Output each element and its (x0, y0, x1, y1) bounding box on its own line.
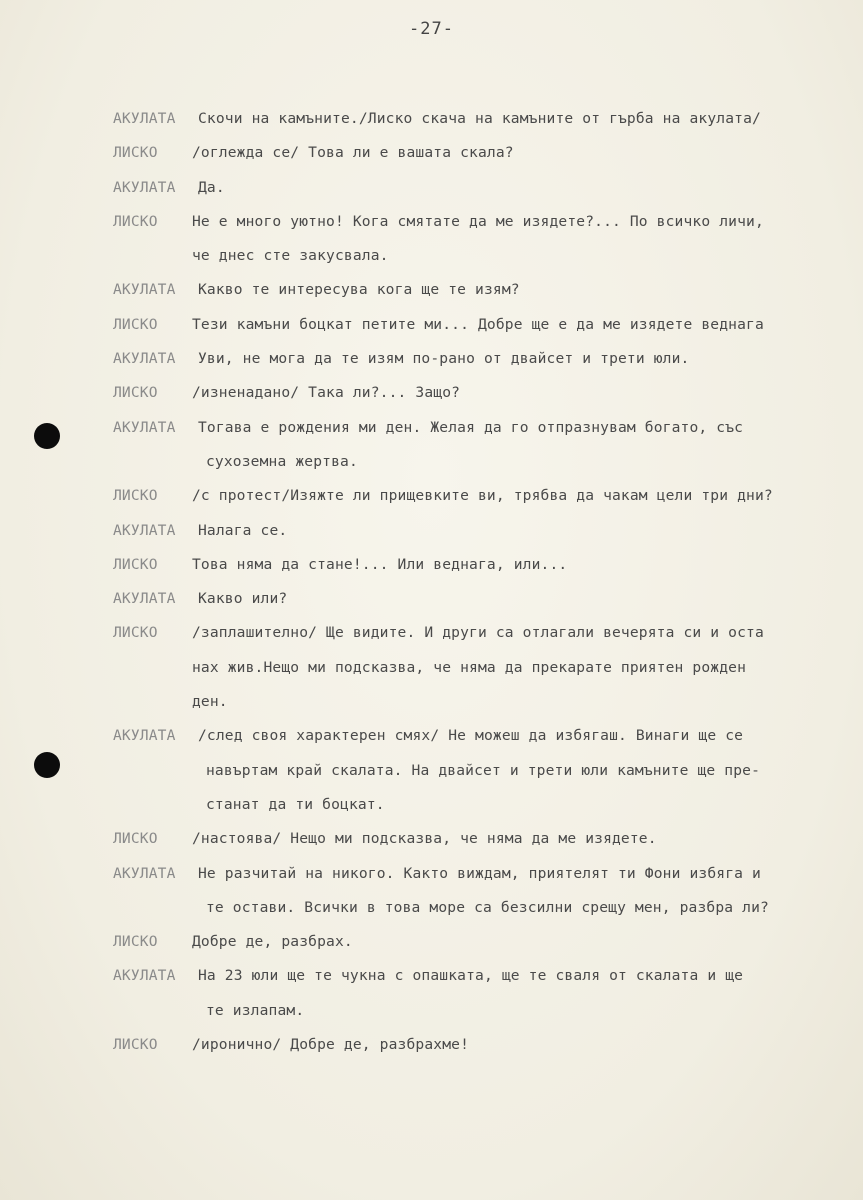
dialogue-entry (0, 616, 863, 719)
dialogue-text: сухоземна жертва. (206, 452, 358, 470)
dialogue-text: Да. (198, 178, 225, 196)
dialogue-line (0, 273, 863, 307)
dialogue-entry (0, 548, 863, 582)
dialogue-line (0, 239, 863, 273)
speaker-name: АКУЛАТА (113, 590, 176, 608)
speaker-name: ЛИСКО (113, 555, 158, 573)
dialogue-script (0, 102, 863, 1062)
dialogue-line (0, 994, 863, 1028)
dialogue-text: те излапам. (206, 1001, 305, 1019)
speaker-name: АКУЛАТА (113, 967, 176, 985)
dialogue-entry (0, 925, 863, 959)
dialogue-line (0, 308, 863, 342)
dialogue-entry (0, 136, 863, 170)
dialogue-entry (0, 822, 863, 856)
speaker-name: АКУЛАТА (113, 281, 176, 299)
dialogue-line (0, 136, 863, 170)
dialogue-entry (0, 308, 863, 342)
dialogue-entry (0, 479, 863, 513)
dialogue-entry (0, 205, 863, 274)
dialogue-entry (0, 171, 863, 205)
speaker-name: ЛИСКО (113, 624, 158, 642)
dialogue-entry (0, 273, 863, 307)
dialogue-line (0, 342, 863, 376)
dialogue-line (0, 857, 863, 891)
dialogue-line (0, 171, 863, 205)
dialogue-line (0, 514, 863, 548)
dialogue-line (0, 891, 863, 925)
speaker-name: АКУЛАТА (113, 864, 176, 882)
dialogue-line (0, 102, 863, 136)
dialogue-entry (0, 1028, 863, 1062)
speaker-name: ЛИСКО (113, 384, 158, 402)
dialogue-text: Тогава е рождения ми ден. Желая да го отпразнувам богато, със (198, 418, 744, 436)
speaker-name: АКУЛАТА (113, 418, 176, 436)
dialogue-line (0, 1028, 863, 1062)
dialogue-text: навъртам край скалата. На двайсет и трети юли камъните ще пре- (206, 761, 761, 779)
dialogue-text: Тези камъни боцкат петите ми... Добре ще е да ме изядете веднага (192, 315, 764, 333)
speaker-name: ЛИСКО (113, 933, 158, 951)
dialogue-text: ден. (192, 693, 228, 711)
dialogue-line (0, 205, 863, 239)
dialogue-entry (0, 376, 863, 410)
dialogue-text: /с протест/Изяжте ли прищевките ви, трябва да чакам цели три дни? (192, 487, 773, 505)
dialogue-entry (0, 514, 863, 548)
dialogue-line (0, 925, 863, 959)
speaker-name: ЛИСКО (113, 1036, 158, 1054)
dialogue-text: Уви, не мога да те изям по-рано от двайсет и трети юли. (198, 350, 690, 368)
speaker-name: ЛИСКО (113, 144, 158, 162)
dialogue-text: Какво или? (198, 590, 288, 608)
dialogue-text: /оглежда се/ Това ли е вашата скала? (192, 144, 514, 162)
dialogue-line (0, 959, 863, 993)
dialogue-line (0, 685, 863, 719)
dialogue-line (0, 548, 863, 582)
dialogue-text: Това няма да стане!... Или веднага, или... (192, 555, 568, 573)
speaker-name: АКУЛАТА (113, 350, 176, 368)
dialogue-text: На 23 юли ще те чукна с опашката, ще те сваля от скалата и ще (198, 967, 744, 985)
dialogue-text: /иронично/ Добре де, разбрахме! (192, 1036, 470, 1054)
dialogue-text: Налага се. (198, 521, 288, 539)
dialogue-text: Скочи на камъните./Лиско скача на камъните от гърба на акулата/ (198, 110, 761, 127)
speaker-name: АКУЛАТА (113, 521, 176, 539)
dialogue-line (0, 479, 863, 513)
dialogue-entry (0, 102, 863, 136)
speaker-name: ЛИСКО (113, 487, 158, 505)
dialogue-line (0, 754, 863, 788)
dialogue-text: Не разчитай на никого. Както виждам, приятелят ти Фони избяга и (198, 864, 761, 882)
dialogue-line (0, 411, 863, 445)
dialogue-line (0, 788, 863, 822)
dialogue-text: Какво те интересува кога ще те изям? (198, 281, 520, 299)
dialogue-text: Не е много уютно! Кога смятате да ме изядете?... По всичко личи, (192, 212, 764, 230)
dialogue-entry (0, 411, 863, 480)
dialogue-line (0, 376, 863, 410)
speaker-name: ЛИСКО (113, 830, 158, 848)
dialogue-entry (0, 582, 863, 616)
dialogue-text: /заплашително/ Ще видите. И други са отлагали вечерята си и оста (192, 624, 764, 642)
dialogue-entry (0, 342, 863, 376)
page-number: -27- (409, 19, 454, 39)
dialogue-text: те остави. Всички в това море са безсилни срещу мен, разбра ли? (206, 898, 769, 916)
speaker-name: ЛИСКО (113, 315, 158, 333)
dialogue-text: /настоява/ Нещо ми подсказва, че няма да ме изядете. (192, 830, 657, 848)
speaker-name: ЛИСКО (113, 212, 158, 230)
dialogue-entry (0, 857, 863, 926)
dialogue-line (0, 651, 863, 685)
dialogue-entry (0, 959, 863, 1028)
dialogue-line (0, 822, 863, 856)
dialogue-text: че днес сте закусвала. (192, 247, 389, 265)
speaker-name: АКУЛАТА (113, 178, 176, 196)
dialogue-text: Добре де, разбрах. (192, 933, 353, 951)
speaker-name: АКУЛАТА (113, 727, 176, 745)
dialogue-line (0, 719, 863, 753)
dialogue-text: /изненадано/ Така ли?... Защо? (192, 384, 461, 402)
dialogue-line (0, 582, 863, 616)
speaker-name: АКУЛАТА (113, 110, 176, 127)
dialogue-text: нах жив.Нещо ми подсказва, че няма да прекарате приятен рожден (192, 658, 747, 676)
dialogue-line (0, 445, 863, 479)
dialogue-text: /след своя характерен смях/ Не можеш да избягаш. Винаги ще се (198, 727, 744, 745)
dialogue-entry (0, 719, 863, 822)
dialogue-line (0, 616, 863, 650)
dialogue-text: станат да ти боцкат. (206, 795, 385, 813)
